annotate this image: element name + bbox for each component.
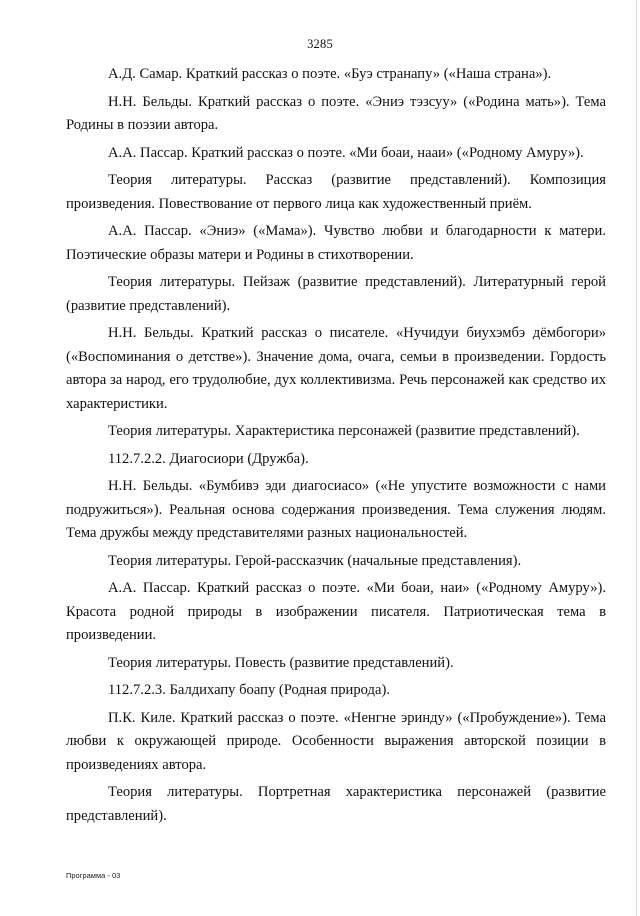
page-number: 3285 — [307, 37, 333, 51]
document-body — [66, 63, 606, 832]
footer-label: Программа - 03 — [66, 871, 121, 880]
paragraph: Н.Н. Бельды. Краткий рассказ о писателе. «Нучидуи биухэмбэ дёмбогори» («Воспоминания о детстве»). Значение дома, очага, семьи в произведении. Гордость автора за народ, его трудолюбие, дух коллективизма. Речь персонажей как средство их характеристики. — [66, 325, 606, 412]
paragraph: Теория литературы. Герой-рассказчик (начальные представления). — [108, 552, 522, 569]
section-heading: 112.7.2.2. Диагосиори (Дружба). — [108, 450, 309, 467]
paragraph: Теория литературы. Повесть (развитие представлений). — [108, 654, 454, 671]
paragraph: А.А. Пассар. Краткий рассказ о поэте. «Ми боаи, нааи» («Родному Амуру»). — [108, 144, 584, 161]
section-heading: 112.7.2.3. Балдихапу боапу (Родная природа). — [108, 682, 390, 698]
paragraph: Теория литературы. Характеристика персонажей (развитие представлений). — [108, 423, 580, 439]
paragraph: А.А. Пассар. «Эниэ» («Мама»). Чувство любви и благодарности к матери. Поэтические образы матери и Родины в стихотворении. — [66, 223, 606, 263]
paragraph: Теория литературы. Портретная характеристика персонажей (развитие представлений). — [66, 784, 606, 824]
paragraph: Теория литературы. Рассказ (развитие представлений). Композиция произведения. Повествование от первого лица как художественный приём. — [66, 172, 606, 212]
paragraph: П.К. Киле. Краткий рассказ о поэте. «Ненгне эринду» («Пробуждение»). Тема любви к окружающей природе. Особенности выражения авторской позиции в произведениях автора. — [66, 709, 606, 773]
page-edge — [636, 0, 637, 916]
paragraph: А.А. Пассар. Краткий рассказ о поэте. «Ми боаи, наи» («Родному Амуру»). Красота родной природы в изображении писателя. Патриотическая тема в произведении. — [66, 580, 606, 643]
paragraph: Н.Н. Бельды. Краткий рассказ о поэте. «Эниэ тэзсуу» («Родина мать»). Тема Родины в поэзии автора. — [66, 93, 606, 133]
paragraph: Теория литературы. Пейзаж (развитие представлений). Литературный герой (развитие представлений). — [66, 274, 606, 314]
paragraph: Н.Н. Бельды. «Бумбивэ эди диагосиасо» («Не упустите возможности с нами подружиться»). Реальная основа содержания произведения. Тема служения людям. Тема дружбы между представителями разных национальностей. — [66, 478, 606, 541]
paragraph: А.Д. Самар. Краткий рассказ о поэте. «Буэ странапу» («Наша страна»). — [108, 66, 552, 82]
